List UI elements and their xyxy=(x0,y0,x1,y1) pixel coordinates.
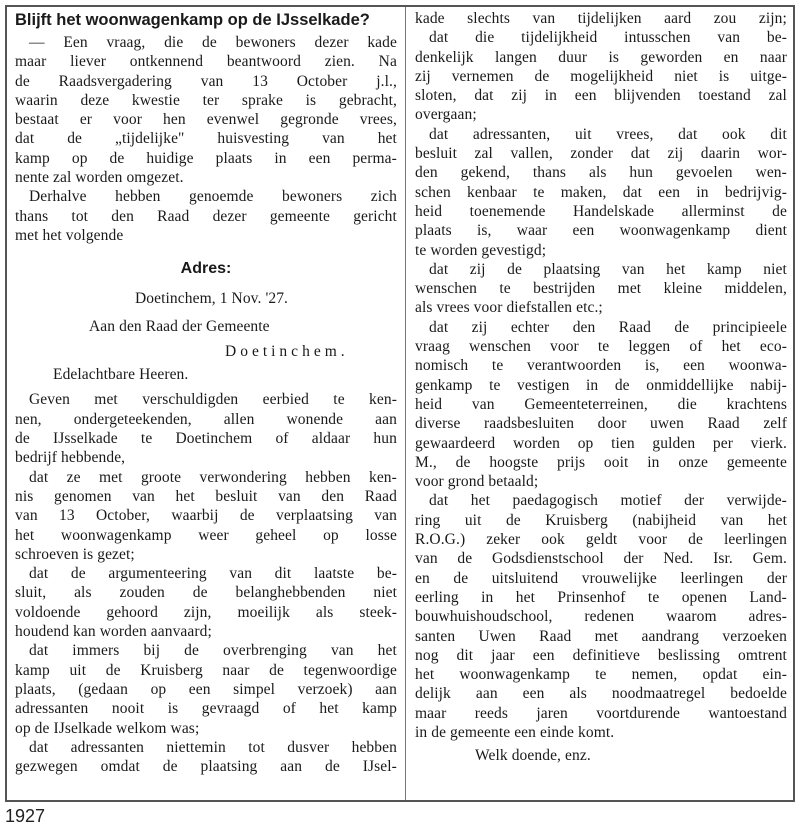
text-line: vraag wenschen voor te leggen of het eco- xyxy=(415,338,787,356)
text-line: en de uitsluitend vrouwelijke leerlingen der xyxy=(415,569,787,587)
text-line: kamp uit de Kruisberg naar de tegenwoordige xyxy=(15,661,397,679)
text-line: dat immers bij de overbrenging van het xyxy=(29,642,397,660)
text-line: sloten, dat zij in een blijvenden toestand zal xyxy=(415,87,787,105)
addressee-line: Aan den Raad der Gemeente xyxy=(89,317,270,335)
text-line: het woonwagenkamp weer geheel op losse xyxy=(15,526,397,544)
text-line: gezwegen omdat de plaatsing aan de IJsel- xyxy=(15,758,397,776)
text-line: heid van Gemeenteterreinen, die krachtens xyxy=(415,395,787,413)
text-line: sluit, als zouden de belanghebbenden niet xyxy=(15,584,397,602)
text-line: de Raadsvergadering van 13 October j.l., xyxy=(15,72,397,90)
text-line: adressanten nooit is gevraagd of het kamp xyxy=(15,700,397,718)
adres-heading: Adres: xyxy=(180,260,232,278)
year-caption: 1927 xyxy=(5,806,46,826)
text-line: genkamp te vestigen in de onmiddellijke nabij- xyxy=(415,376,787,394)
left-column xyxy=(15,9,397,776)
text-line: als vrees voor diefstallen etc.; xyxy=(415,299,603,317)
addressee-city: Doetinchem. xyxy=(225,342,349,360)
text-line: — Een vraag, die de bewoners dezer kade xyxy=(29,34,397,51)
text-line: houdend kan worden aanvaard; xyxy=(15,623,212,641)
text-line: heid toenemende Handelskade allerminst de xyxy=(415,202,787,220)
text-line: dat het paedagogisch motief der verwijde- xyxy=(429,492,787,510)
text-line: bedrijf hebbende, xyxy=(15,449,126,467)
text-line: dat zij de plaatsing van het kamp niet xyxy=(429,260,787,278)
text-line: besluit zal vallen, zonder dat zij daarin wor- xyxy=(415,145,787,163)
text-line: schen kenbaar te maken, dat een in bedrijvig- xyxy=(415,183,787,201)
column-divider xyxy=(405,7,406,800)
text-line: plaats, (gedaan op een simpel verzoek) aan xyxy=(15,680,397,698)
text-line: delijk aan een als noodmaatregel bedoelde xyxy=(415,685,787,703)
text-line: nen, ondergeteekenden, allen wonende aan xyxy=(15,410,397,428)
place-date: Doetinchem, 1 Nov. '27. xyxy=(135,290,289,308)
text-line: dat adressanten niettemin tot dusver hebben xyxy=(29,738,397,756)
text-line: nis genomen van het besluit van den Raad xyxy=(15,487,397,505)
text-line: kade slechts van tijdelijken aard zou zijn; xyxy=(415,10,787,27)
text-line: bestaat er voor hen evenwel gegronde vrees, xyxy=(15,111,397,129)
newspaper-clipping xyxy=(5,5,795,802)
text-line: in de gemeente een einde komt. xyxy=(415,723,615,741)
text-line: dat adressanten, uit vrees, dat ook dit xyxy=(429,125,787,143)
text-line: M., de hoogste prijs ooit in onze gemeente xyxy=(415,453,787,471)
text-line: diverse raadsbesluiten door uwen Raad zelf xyxy=(415,415,787,433)
text-line: nog dit jaar een definitieve beslissing omtrent xyxy=(415,646,787,664)
text-line: voldoende gehoord zijn, moeilijk als steek- xyxy=(15,603,397,621)
text-line: voor grond betaald; xyxy=(415,473,539,491)
salutation: Edelachtbare Heeren. xyxy=(53,366,189,384)
text-line: met het volgende xyxy=(15,226,124,244)
text-line: nente zal worden omgezet. xyxy=(15,169,184,187)
text-line: van de Godsdienstschool der Ned. Isr. Gem. xyxy=(415,550,787,568)
text-line: dat de „tijdelijke" huisvesting van het xyxy=(15,130,397,148)
text-line: het woonwagenkamp te nemen, opdat ein- xyxy=(415,666,787,684)
text-line: Geven met verschuldigden eerbied te ken- xyxy=(29,391,397,409)
right-column xyxy=(415,9,787,766)
text-line: thans tot den Raad dezer gemeente gericht xyxy=(15,207,397,225)
article-headline: Blijft het woonwagenkamp op de IJsselkade? xyxy=(15,11,370,29)
text-line: maar liever ontkennend beantwoord zien. Na xyxy=(15,53,397,71)
text-line: ring uit de Kruisberg (nabijheid van het xyxy=(415,511,787,529)
text-line: nomisch te verantwoorden is, een woonwa- xyxy=(415,357,787,375)
text-line: santen Uwen Raad met aandrang verzoeken xyxy=(415,627,787,645)
text-line: bouwhuishoudschool, redenen waarom adres- xyxy=(415,608,787,626)
text-line: te worden gevestigd; xyxy=(415,241,547,259)
text-line: denkelijk langen duur is geworden en naar xyxy=(415,48,787,66)
text-line: Derhalve hebben genoemde bewoners zich xyxy=(29,188,397,206)
text-line: dat ze met groote verwondering hebben ken- xyxy=(29,468,397,486)
text-line: wenschen te bestrijden met kleine middelen, xyxy=(415,280,787,298)
closing-line: Welk doende, enz. xyxy=(475,747,591,765)
text-line: zij vernemen de mogelijkheid niet is uitge- xyxy=(415,67,787,85)
text-line: eerling in het Prinsenhof te openen Land- xyxy=(415,588,787,606)
text-line: plaats is, waar een woonwagenkamp dient xyxy=(415,222,787,240)
text-line: kamp op de huidige plaats in een perma- xyxy=(15,149,397,167)
text-line: dat die tijdelijkheid intusschen van be- xyxy=(429,29,787,47)
text-line: op de IJselkade welkom was; xyxy=(15,719,200,737)
text-line: maar reeds jaren voortdurende wantoestand xyxy=(415,704,787,722)
text-line: R.O.G.) zeker ook geldt voor de leerlingen xyxy=(415,531,787,549)
text-line: van 13 October, waarbij de verplaatsing van xyxy=(15,507,397,525)
text-line: dat de argumenteering van dit laatste be- xyxy=(29,565,397,583)
text-line: overgaan; xyxy=(415,106,477,124)
text-line: den gekend, thans als hun gevoelen wen- xyxy=(415,164,787,182)
text-line: waarin deze kwestie ter sprake is gebracht, xyxy=(15,91,397,109)
text-line: de IJsselkade te Doetinchem of aldaar hun xyxy=(15,430,397,448)
text-line: schroeven is gezet; xyxy=(15,545,135,563)
text-line: gewaardeerd worden op tien gulden per vierk. xyxy=(415,434,787,452)
text-line: dat zij echter den Raad de principieele xyxy=(429,318,787,336)
